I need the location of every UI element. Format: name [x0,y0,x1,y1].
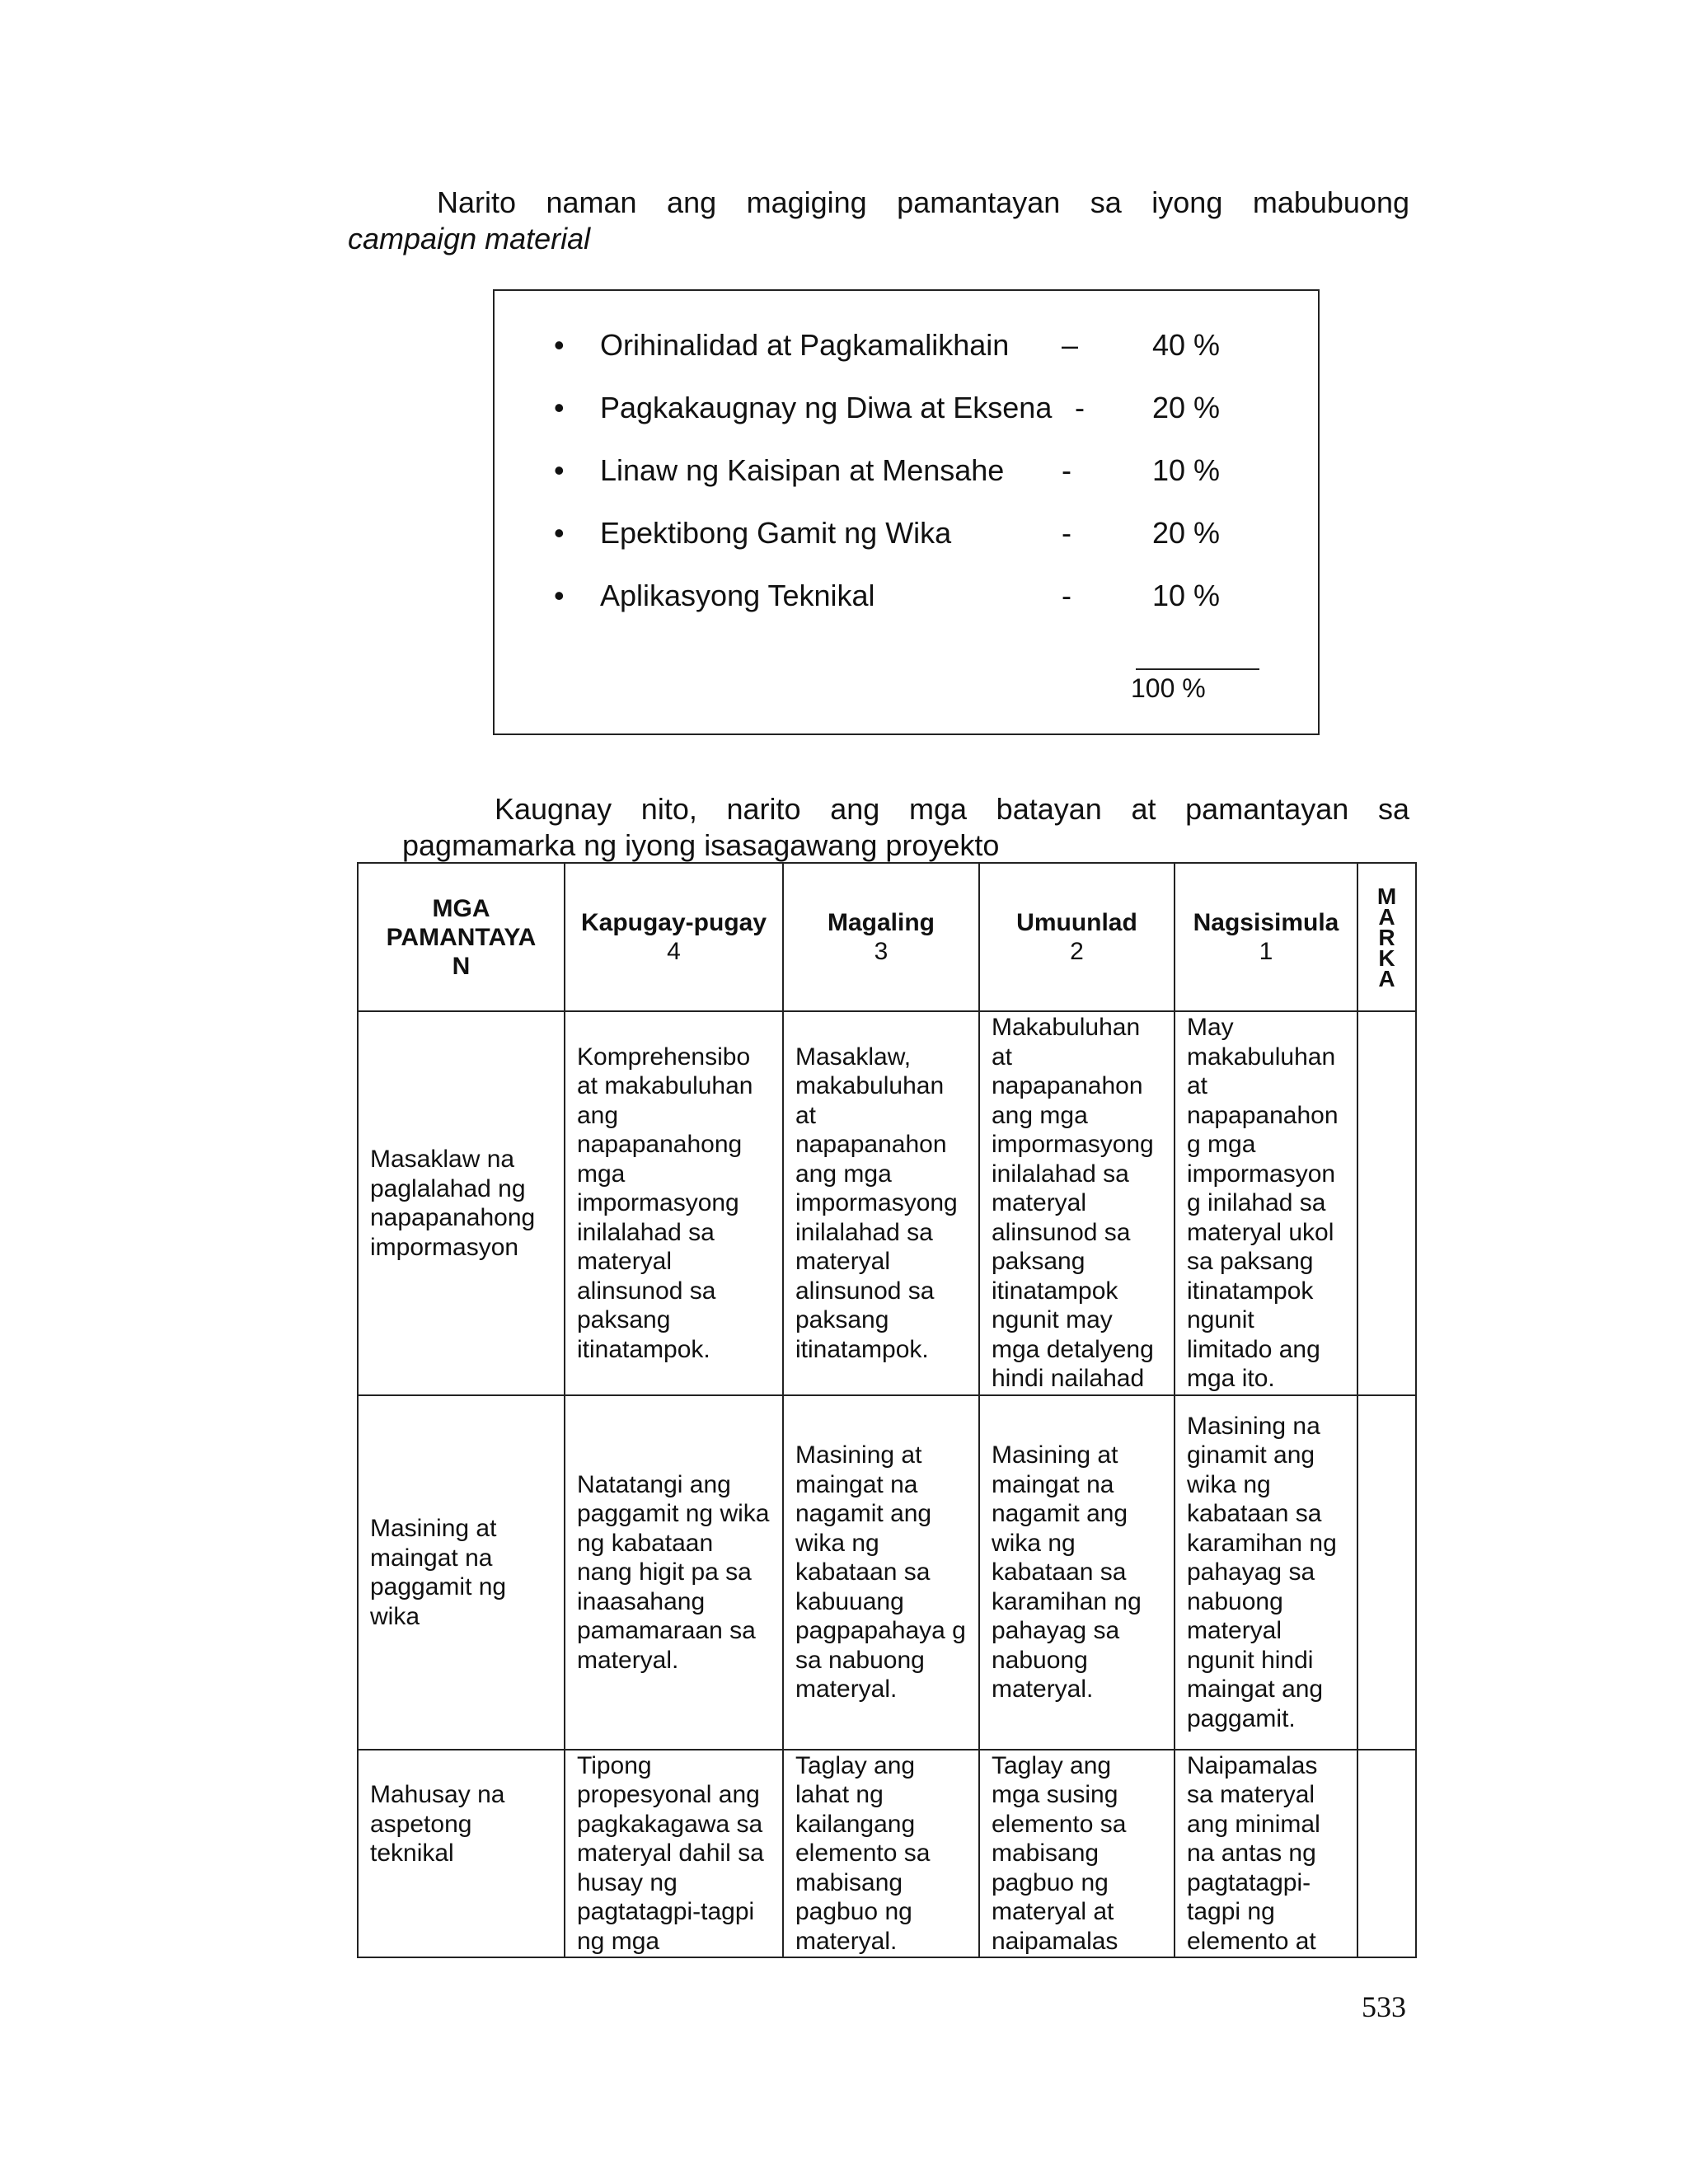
score-3-cell: Masining at maingat na nagamit ang wika ng kabataan sa kabuuang pagpapahaya g sa nabuong materyal. [783,1395,979,1750]
criterion-cell: Masining at maingat na paggamit ng wika [358,1395,565,1750]
criteria-dash: - [1062,579,1071,612]
table-row [358,1750,1416,1957]
criterion-cell: Mahusay na aspetong teknikal [358,1750,565,1957]
header-label: Magaling [827,909,935,936]
score-2-cell: Taglay ang mga susing elemento sa mabisang pagbuo ng materyal at naipamalas [979,1750,1175,1957]
rubric-header-row [358,863,1416,1011]
criteria-percent: 10 % [1152,579,1221,612]
header-score: 2 [1070,938,1084,965]
criteria-dash: - [1075,391,1085,424]
bullet-icon: • [554,516,565,550]
score-1-cell: May makabuluhan at napapanahon g mga impormasyon g inilahad sa materyal ukol sa paksang itinatampok ngunit limitado ang mga ito. [1175,1011,1357,1395]
header-magaling [783,863,979,1011]
marka-letter: R [1378,924,1395,950]
header-kapugay-pugay [565,863,783,1011]
header-label: Nagsisimula [1193,909,1339,936]
intro-2-line-1: Kaugnay nito, narito ang mga batayan at pamantayan sa [495,792,1409,826]
marka-cell[interactable] [1357,1011,1416,1395]
marka-letter: A [1378,903,1395,930]
intro-1-line-2: campaign material [348,222,591,255]
header-nagsisimula [1175,863,1357,1011]
score-1-cell: Naipamalas sa materyal ang minimal na antas ng pagtatagpi-tagpi ng elemento at [1175,1750,1357,1957]
criterion-cell: Masaklaw na paglalahad ng napapanahong impormasyon [358,1011,565,1395]
bullet-icon: • [554,453,565,487]
header-umuunlad [979,863,1175,1011]
score-3-cell: Taglay ang lahat ng kailangang elemento sa mabisang pagbuo ng materyal. [783,1750,979,1957]
intro-paragraph-1 [348,185,1409,257]
criteria-label: Epektibong Gamit ng Wika [600,516,952,550]
score-3-cell: Masaklaw, makabuluhan at napapanahon ang mga impormasyong inilalahad sa materyal alinsunod sa paksang itinatampok. [783,1011,979,1395]
intro-2-line-2: pagmamarka ng iyong isasagawang proyekto [402,828,1000,862]
rubric-table [357,862,1417,1958]
marka-cell[interactable] [1357,1395,1416,1750]
criteria-label: Pagkakaugnay ng Diwa at Eksena [600,391,1053,424]
header-pamantayan: MGA PAMANTAYA N [358,863,565,1011]
marka-cell[interactable] [1357,1750,1416,1957]
page-number: 533 [1362,1990,1406,2023]
score-2-cell: Makabuluhan at napapanahon ang mga impormasyong inilalahad sa materyal alinsunod sa paksang itinatampok ngunit may mga detalyeng hindi nailahad [979,1011,1175,1395]
criteria-dash: - [1062,453,1071,487]
header-label: Umuunlad [1016,909,1137,936]
intro-1-line-1: Narito naman ang magiging pamantayan sa iyong mabubuong [437,185,1409,219]
score-4-cell: Natatangi ang paggamit ng wika ng kabataan nang higit pa sa inaasahang pamamaraan sa materyal. [565,1395,783,1750]
score-4-cell: Komprehensibo at makabuluhan ang napapanahong mga impormasyong inilalahad sa materyal alinsunod sa paksang itinatampok. [565,1011,783,1395]
criteria-label: Aplikasyong Teknikal [600,579,875,612]
header-score: 1 [1259,938,1273,965]
criteria-box [493,289,1320,735]
criteria-percent: 20 % [1152,516,1221,550]
criteria-percent: 20 % [1152,391,1221,424]
header-label: Kapugay-pugay [580,909,767,936]
header-marka [1357,863,1416,1011]
bullet-icon: • [554,391,565,424]
criteria-label: Linaw ng Kaisipan at Mensahe [600,453,1005,487]
criteria-dash: - [1062,516,1071,550]
intro-paragraph-2 [348,791,1409,864]
score-1-cell: Masining na ginamit ang wika ng kabataan sa karamihan ng pahayag sa nabuong materyal ngunit hindi maingat ang paggamit. [1175,1395,1357,1750]
bullet-icon: • [554,579,565,612]
header-score: 3 [874,938,889,965]
criteria-label: Orihinalidad at Pagkamalikhain [600,328,1010,362]
criteria-percent: 10 % [1152,453,1221,487]
criteria-total: 100 % [1131,673,1206,703]
marka-letter: M [1376,883,1397,909]
table-row [358,1011,1416,1395]
table-row [358,1395,1416,1750]
marka-letter: K [1378,944,1395,971]
marka-letter: A [1378,965,1395,991]
total-underline [1136,668,1259,670]
bullet-icon: • [554,328,565,362]
header-score: 4 [667,938,681,965]
criteria-dash: – [1062,328,1079,362]
criteria-percent: 40 % [1152,328,1221,362]
score-2-cell: Masining at maingat na nagamit ang wika ng kabataan sa karamihan ng pahayag sa nabuong materyal. [979,1395,1175,1750]
score-4-cell: Tipong propesyonal ang pagkakagawa sa materyal dahil sa husay ng pagtatagpi-tagpi ng mga [565,1750,783,1957]
